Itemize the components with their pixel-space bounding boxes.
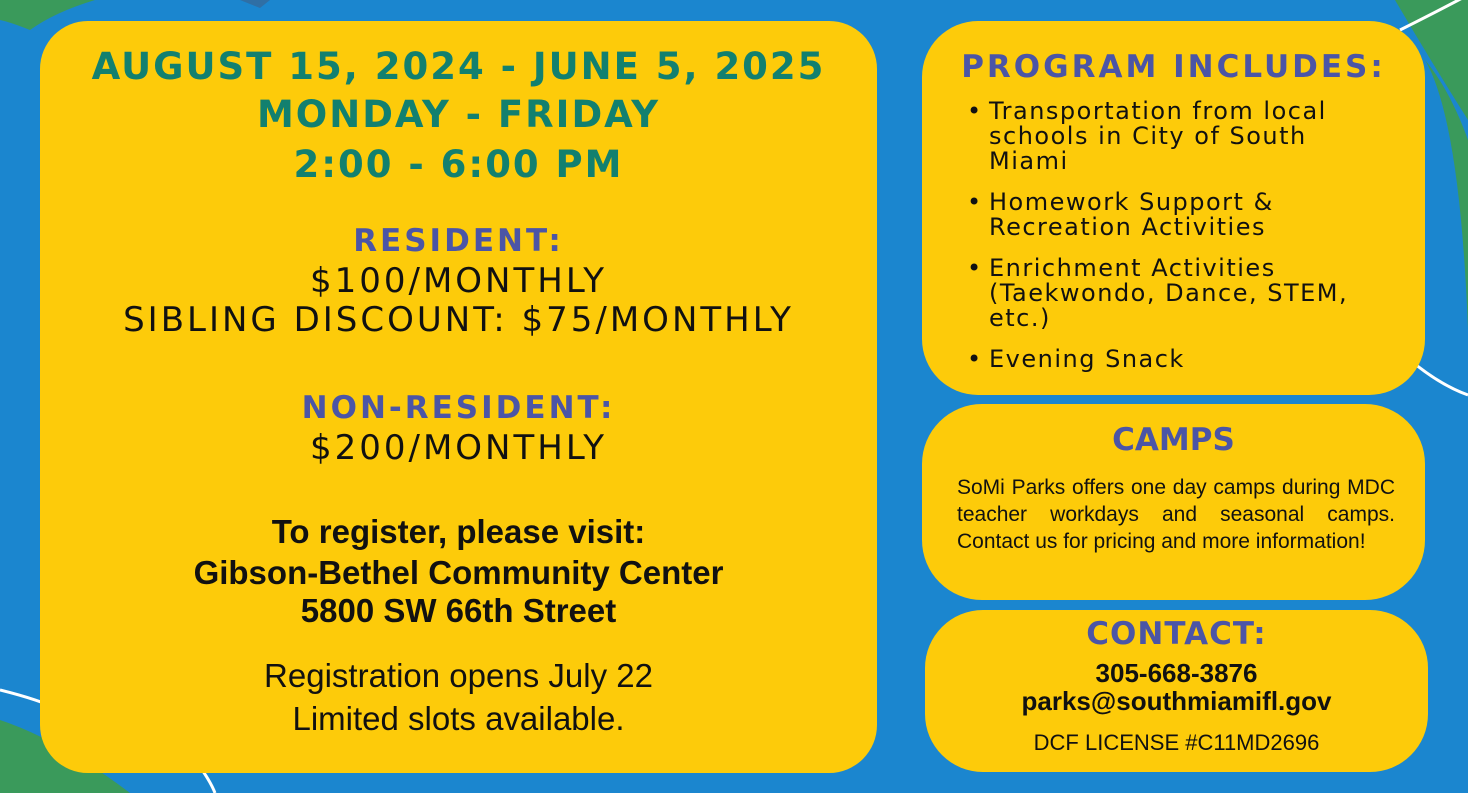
register-line: To register, please visit:	[271, 513, 646, 550]
resident-heading: RESIDENT:	[353, 223, 564, 259]
contact-email[interactable]: parks@southmiamifl.gov	[1021, 686, 1332, 716]
camps-description: SoMi Parks offers one day camps during MDC teacher workdays and seasonal camps. Contact us for pricing and more information!	[957, 476, 1395, 553]
schedule-pricing-panel	[40, 21, 877, 773]
contact-phone[interactable]: 305-668-3876	[1095, 658, 1258, 688]
program-hours: 2:00 - 6:00 PM	[293, 143, 624, 186]
days-of-week: MONDAY - FRIDAY	[256, 93, 661, 136]
nonresident-price: $200/MONTHLY	[309, 428, 608, 468]
nonresident-heading: NON-RESIDENT:	[301, 390, 616, 426]
dcf-license: DCF LICENSE #C11MD2696	[1033, 730, 1320, 755]
list-item: • Evening Snack	[967, 347, 1387, 372]
contact-title: CONTACT:	[1086, 616, 1267, 652]
sibling-discount: SIBLING DISCOUNT: $75/MONTHLY	[123, 300, 794, 340]
center-name: Gibson-Bethel Community Center	[193, 554, 724, 591]
list-item: • Homework Support & Recreation Activities	[967, 190, 1387, 240]
date-range: AUGUST 15, 2024 - JUNE 5, 2025	[91, 45, 826, 88]
list-item: • Enrichment Activities (Taekwondo, Dance, STEM, etc.)	[967, 256, 1387, 331]
camps-title: CAMPS	[1112, 422, 1235, 458]
list-item: • Transportation from local schools in City of South Miami	[967, 99, 1387, 174]
registration-opens: Registration opens July 22	[264, 657, 653, 694]
program-includes-list	[967, 99, 1387, 388]
program-includes-panel	[922, 21, 1425, 395]
resident-price: $100/MONTHLY	[309, 261, 608, 301]
program-includes-title: PROGRAM INCLUDES:	[961, 49, 1386, 85]
camps-panel	[922, 404, 1425, 600]
center-address: 5800 SW 66th Street	[300, 592, 617, 629]
limited-slots: Limited slots available.	[292, 700, 625, 737]
contact-panel	[925, 610, 1428, 772]
